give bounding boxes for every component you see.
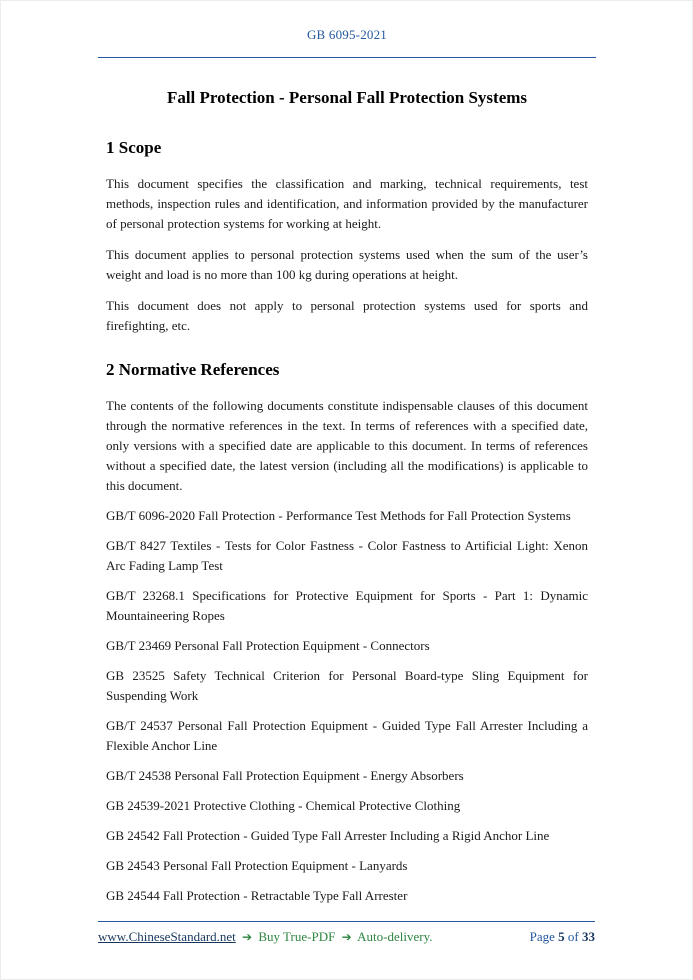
page-content [1,1,692,906]
reference-item: GB 24543 Personal Fall Protection Equipment - Lanyards [106,858,408,873]
reference-item: GB 24539-2021 Protective Clothing - Chemical Protective Clothing [106,798,461,813]
of-label: of [567,929,579,944]
page-footer [98,921,595,945]
reference-item: GB/T 8427 Textiles - Tests for Color Fastness - Color Fastness to Artificial Light: Xenon Arc Fading Lamp Test [106,538,588,573]
reference-item: GB/T 24538 Personal Fall Protection Equipment - Energy Absorbers [106,768,464,783]
reference-item: GB/T 24537 Personal Fall Protection Equipment - Guided Type Fall Arrester Including a Flexible Anchor Line [106,718,588,753]
header-divider [98,57,596,58]
page-indicator [530,929,595,945]
standard-number: GB 6095-2021 [306,27,388,42]
paragraph: This document specifies the classification and marking, technical requirements, test methods, inspection rules and identification, and information provided by the manufacturer of personal protection systems for working at height. [106,176,588,231]
paragraph: The contents of the following documents constitute indispensable clauses of this document through the normative references in the text. In terms of references with a specified date, only versions with a specified date are applicable to this document. In terms of references without a specified date, the latest version (including all the modifications) is applicable to this document. [106,398,588,493]
reference-item: GB 24542 Fall Protection - Guided Type Fall Arrester Including a Rigid Anchor Line [106,828,550,843]
current-page-number: 5 [558,929,565,944]
reference-item: GB/T 23268.1 Specifications for Protective Equipment for Sports - Part 1: Dynamic Mountaineering Ropes [106,588,588,623]
section-heading-scope: 1 Scope [106,138,162,157]
website-link[interactable]: www.ChineseStandard.net [98,929,236,944]
paragraph: This document does not apply to personal protection systems used for sports and firefighting, etc. [106,298,588,333]
paragraph: This document applies to personal protection systems used when the sum of the user’s weight and load is no more than 100 kg during operations at height. [106,247,588,282]
reference-item: GB 23525 Safety Technical Criterion for Personal Board-type Sling Equipment for Suspending Work [106,668,588,703]
footer-delivery-text: Auto-delivery. [357,929,433,944]
footer-buy-text: Buy True-PDF [258,929,336,944]
reference-item: GB/T 6096-2020 Fall Protection - Performance Test Methods for Fall Protection Systems [106,508,571,523]
arrow-right-icon: ➔ [242,930,253,944]
section-heading-normative-references: 2 Normative References [106,360,280,379]
reference-item: GB 24544 Fall Protection - Retractable Type Fall Arrester [106,888,408,903]
reference-item: GB/T 23469 Personal Fall Protection Equipment - Connectors [106,638,430,653]
total-pages-number: 33 [582,929,595,944]
page-title: Fall Protection - Personal Fall Protection Systems [166,88,528,107]
footer-promo [98,929,433,945]
arrow-right-icon: ➔ [341,930,352,944]
page-label: Page [529,929,555,944]
